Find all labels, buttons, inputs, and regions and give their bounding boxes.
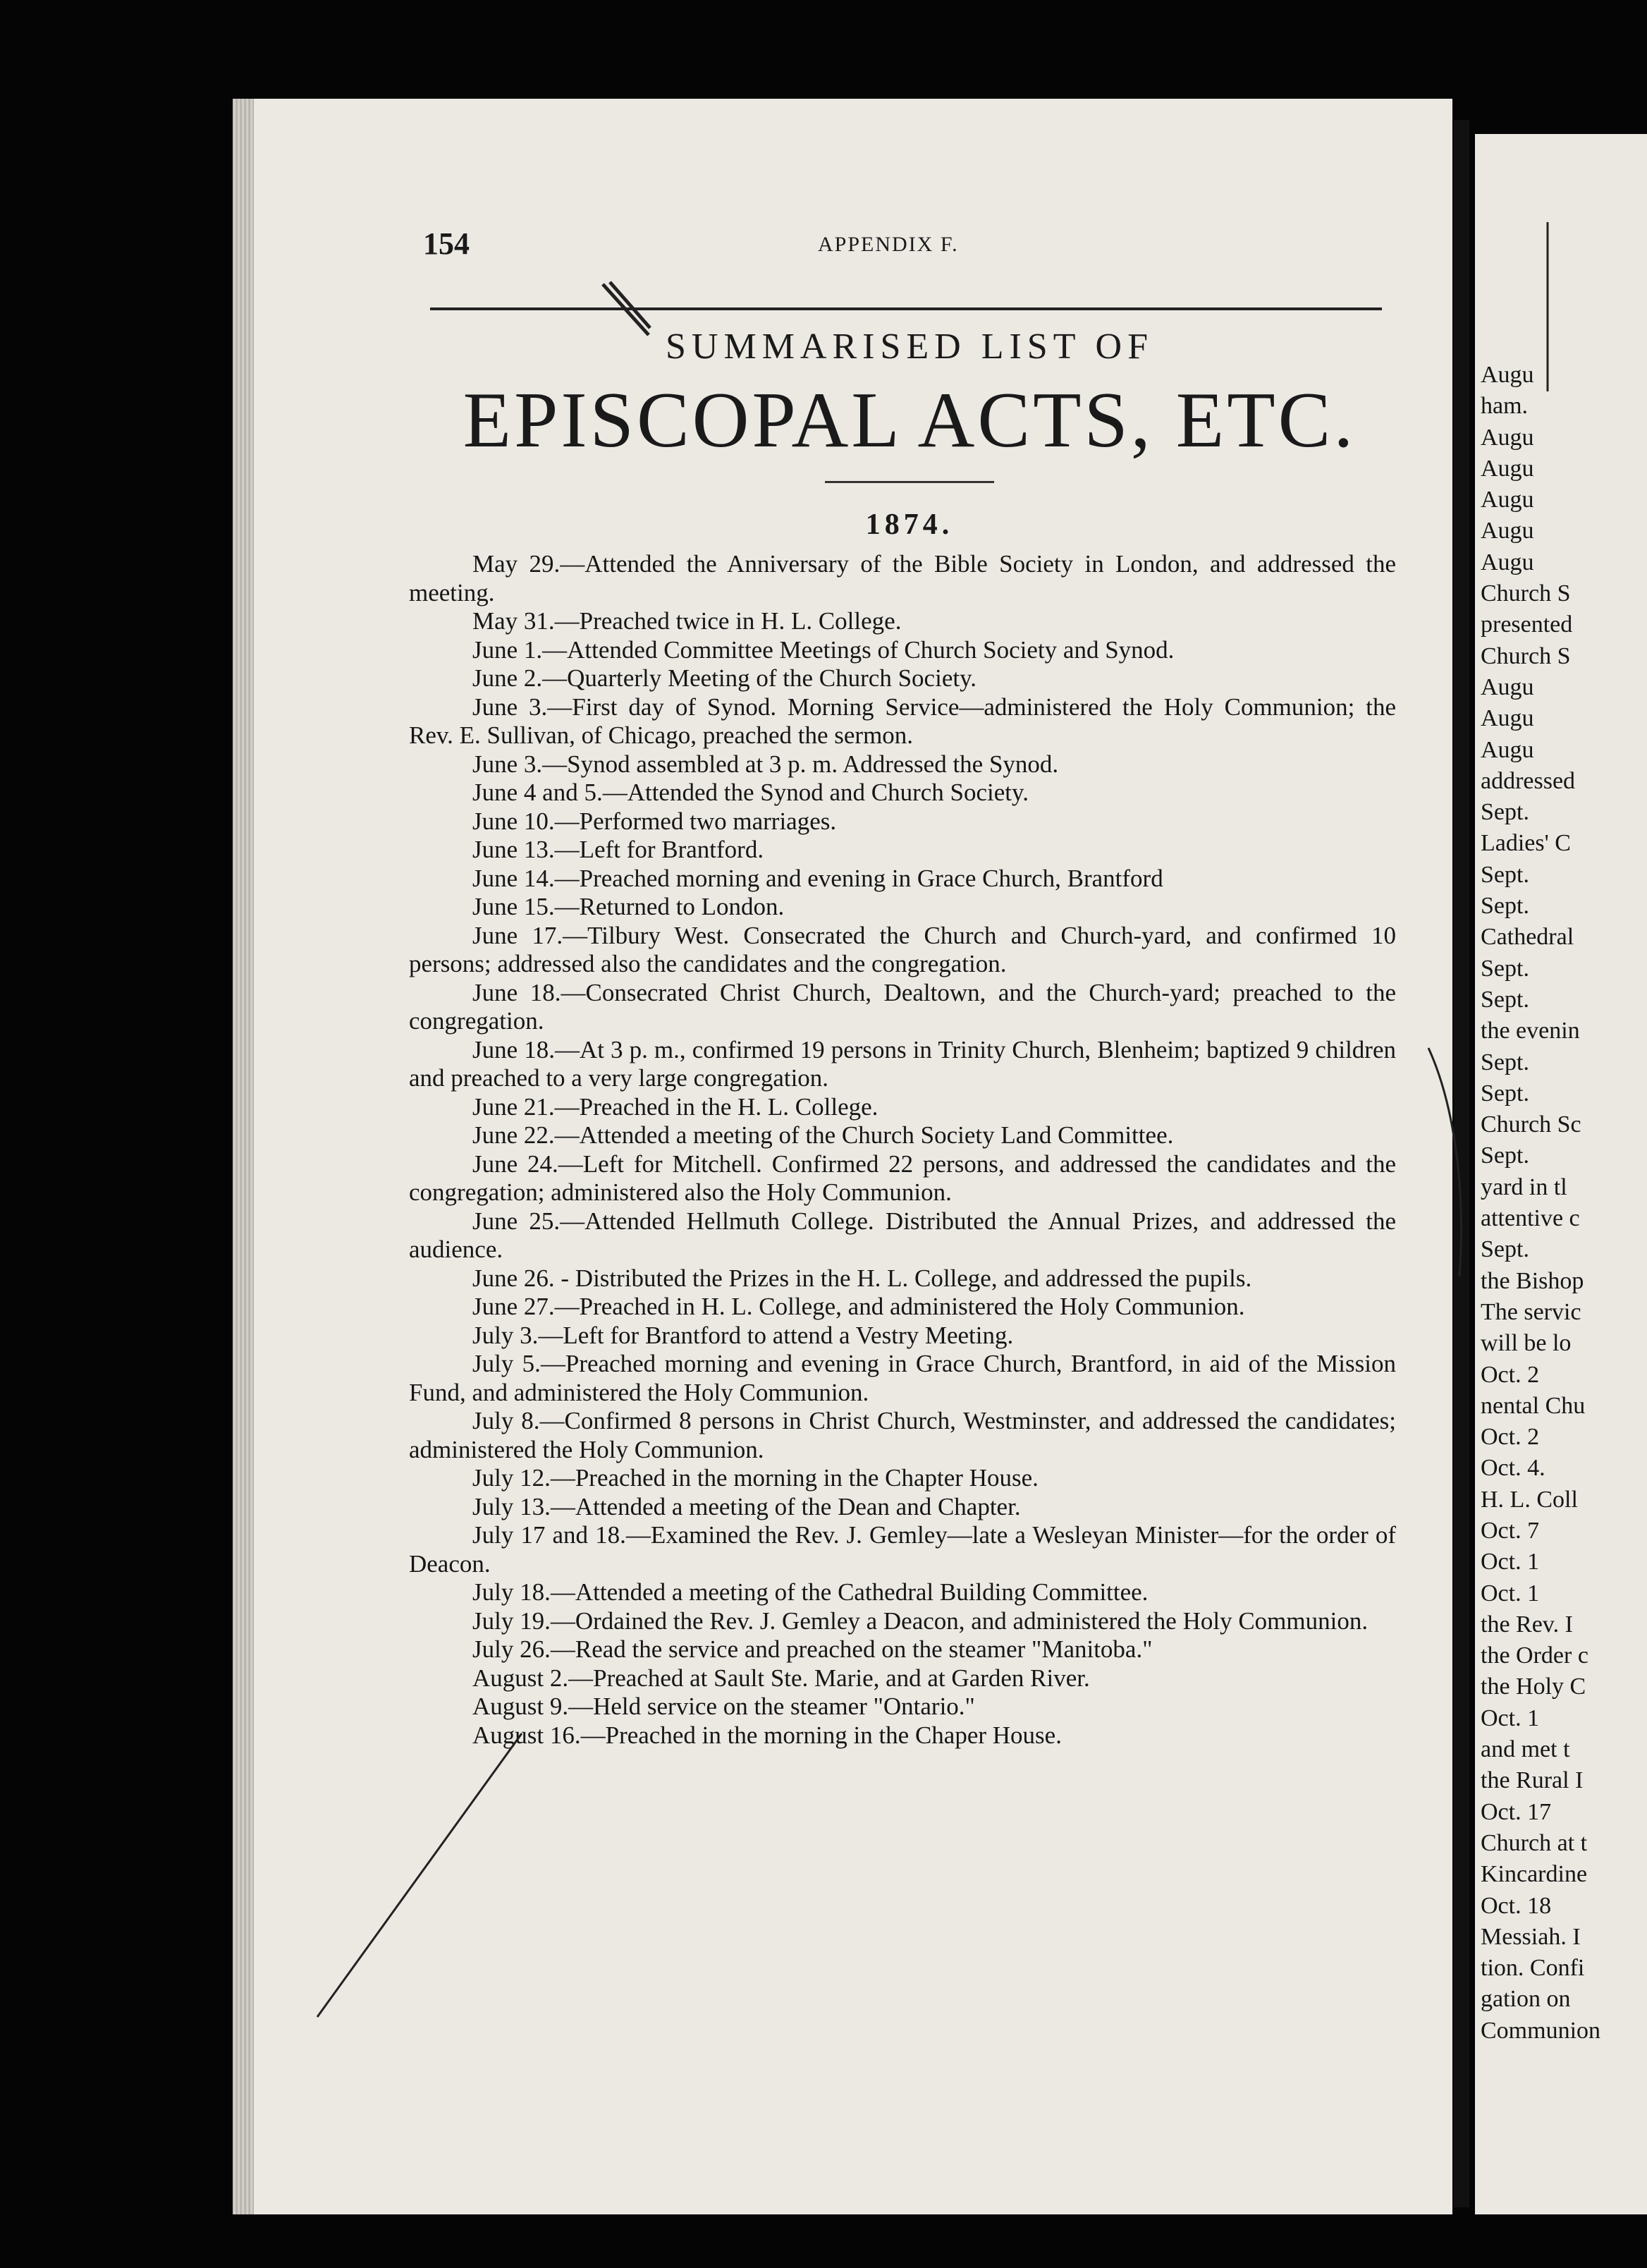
facing-page-line: Augu bbox=[1481, 518, 1534, 544]
entry: August 16.—Preached in the morning in the Chaper House. bbox=[472, 1721, 1062, 1749]
facing-page-line: ham. bbox=[1481, 393, 1529, 420]
facing-page-text bbox=[1481, 360, 1647, 2047]
entry: June 24.—Left for Mitchell. Confirmed 22 persons, and addressed the candidates and the congregation; administered also the Holy Communion. bbox=[409, 1150, 1396, 1206]
facing-page-line: Augu bbox=[1481, 736, 1534, 763]
entry: June 14.—Preached morning and evening in Grace Church, Brantford bbox=[472, 864, 1163, 892]
entry: June 21.—Preached in the H. L. College. bbox=[472, 1092, 878, 1121]
entry: May 29.—Attended the Anniversary of the Bible Society in London, and addressed the meeting. bbox=[409, 550, 1396, 606]
facing-page-line: Augu bbox=[1481, 549, 1534, 575]
facing-page-line: Oct. 4. bbox=[1481, 1455, 1545, 1482]
facing-page-line: the Rev. I bbox=[1481, 1611, 1573, 1638]
pencil-mark-right bbox=[1424, 1044, 1481, 1284]
facing-page-line: addressed bbox=[1481, 767, 1576, 794]
facing-page-line: Church S bbox=[1481, 580, 1571, 607]
page-header bbox=[423, 226, 1382, 268]
title-rule bbox=[825, 481, 994, 483]
entry: July 13.—Attended a meeting of the Dean and Chapter. bbox=[472, 1492, 1021, 1520]
facing-page-line: the Bishop bbox=[1481, 1267, 1584, 1294]
facing-page-line: the Rural I bbox=[1481, 1767, 1584, 1794]
entry: June 15.—Returned to London. bbox=[472, 893, 785, 920]
facing-page-line: Oct. 2 bbox=[1481, 1424, 1540, 1451]
facing-page-line: the Holy C bbox=[1481, 1673, 1586, 1700]
facing-page-line: Cathedral bbox=[1481, 924, 1574, 951]
entry: July 17 and 18.—Examined the Rev. J. Gemley—late a Wesleyan Minister—for the order of Deacon. bbox=[409, 1521, 1396, 1578]
facing-page-line: Church at t bbox=[1481, 1829, 1588, 1856]
entry: July 12.—Preached in the morning in the Chapter House. bbox=[472, 1464, 1039, 1492]
facing-page-line: The servic bbox=[1481, 1298, 1581, 1325]
entry: June 13.—Left for Brantford. bbox=[472, 836, 764, 863]
title-large: EPISCOPAL ACTS, ETC. bbox=[463, 377, 1357, 464]
entry: June 26. - Distributed the Prizes in the H. L. College, and addressed the pupils. bbox=[472, 1264, 1252, 1292]
facing-page-line: Sept. bbox=[1481, 1080, 1529, 1106]
facing-page-line: Augu bbox=[1481, 673, 1534, 700]
facing-page-line: Oct. 7 bbox=[1481, 1517, 1540, 1544]
facing-page-line: Sept. bbox=[1481, 1236, 1529, 1263]
facing-page-line: the evenin bbox=[1481, 1018, 1580, 1044]
facing-page-line: Sept. bbox=[1481, 955, 1529, 982]
facing-page-line: Sept. bbox=[1481, 861, 1529, 888]
facing-page-line: will be lo bbox=[1481, 1330, 1572, 1357]
facing-page-line: yard in tl bbox=[1481, 1173, 1567, 1200]
facing-page-line: Kincardine bbox=[1481, 1861, 1588, 1888]
entry: July 19.—Ordained the Rev. J. Gemley a Deacon, and administered the Holy Communion. bbox=[472, 1606, 1369, 1635]
running-head: APPENDIX F. bbox=[818, 233, 959, 256]
entry: June 2.—Quarterly Meeting of the Church Society. bbox=[472, 664, 977, 692]
facing-page-line: Oct. 18 bbox=[1481, 1892, 1552, 1919]
facing-page-line: Oct. 1 bbox=[1481, 1580, 1540, 1606]
facing-page-line: Sept. bbox=[1481, 1142, 1529, 1169]
facing-page-line: Augu bbox=[1481, 487, 1534, 513]
facing-page-line: tion. Confi bbox=[1481, 1955, 1585, 1982]
facing-page-line: Augu bbox=[1481, 362, 1534, 388]
entry: June 10.—Performed two marriages. bbox=[472, 807, 837, 835]
facing-page-line: H. L. Coll bbox=[1481, 1486, 1578, 1513]
entry: June 17.—Tilbury West. Consecrated the Church and Church-yard, and confirmed 10 persons; addressed also the candidates and the congregation. bbox=[409, 921, 1396, 977]
entry: June 3.—Synod assembled at 3 p. m. Addressed the Synod. bbox=[472, 750, 1059, 778]
entry: June 4 and 5.—Attended the Synod and Church Society. bbox=[472, 779, 1029, 806]
facing-page-line: gation on bbox=[1481, 1986, 1571, 2013]
entry: June 22.—Attended a meeting of the Church Society Land Committee. bbox=[472, 1121, 1174, 1149]
facing-page-line: attentive c bbox=[1481, 1205, 1580, 1232]
facing-page-line: Augu bbox=[1481, 705, 1534, 732]
facing-page-line: Sept. bbox=[1481, 986, 1529, 1013]
entry: July 26.—Read the service and preached on the steamer "Manitoba." bbox=[472, 1635, 1153, 1663]
entry: August 9.—Held service on the steamer "Ontario." bbox=[472, 1693, 975, 1720]
entry: July 5.—Preached morning and evening in Grace Church, Brantford, in aid of the Mission Fund, and administered the Holy Communion. bbox=[409, 1350, 1396, 1406]
entry: June 18.—At 3 p. m., confirmed 19 persons in Trinity Church, Blenheim; baptized 9 children and preached to a very large congregation. bbox=[409, 1035, 1396, 1092]
pencil-mark-right-top bbox=[1537, 219, 1558, 395]
page-number: 154 bbox=[423, 226, 470, 261]
facing-page-line: and met t bbox=[1481, 1736, 1570, 1763]
facing-page-line: Messiah. I bbox=[1481, 1923, 1581, 1950]
entry: June 27.—Preached in H. L. College, and administered the Holy Communion. bbox=[472, 1293, 1245, 1320]
entry: July 3.—Left for Brantford to attend a Vestry Meeting. bbox=[472, 1321, 1014, 1349]
entry: July 8.—Confirmed 8 persons in Christ Church, Westminster, and addressed the candidates; administered the Holy Communion. bbox=[409, 1407, 1396, 1463]
entry: July 18.—Attended a meeting of the Cathedral Building Committee. bbox=[472, 1578, 1149, 1606]
facing-page-line: Augu bbox=[1481, 424, 1534, 451]
facing-page-line: Communion bbox=[1481, 2017, 1601, 2044]
pencil-mark-margin bbox=[310, 1728, 536, 2024]
entry: August 2.—Preached at Sault Ste. Marie, and at Garden River. bbox=[472, 1664, 1090, 1692]
facing-page-line: presented bbox=[1481, 611, 1573, 638]
facing-page-line: Augu bbox=[1481, 455, 1534, 482]
facing-page-line: Sept. bbox=[1481, 1049, 1529, 1075]
facing-page-line: nental Chu bbox=[1481, 1392, 1586, 1419]
facing-page-line: Church S bbox=[1481, 642, 1571, 669]
entry: June 1.—Attended Committee Meetings of Church Society and Synod. bbox=[472, 635, 1175, 664]
facing-page-line: Church Sc bbox=[1481, 1111, 1581, 1138]
facing-page-line: Ladies' C bbox=[1481, 830, 1571, 857]
entries-list bbox=[409, 550, 1396, 1750]
facing-page-line: Sept. bbox=[1481, 799, 1529, 826]
facing-page-line: Oct. 1 bbox=[1481, 1549, 1540, 1575]
title-small: SUMMARISED LIST OF bbox=[665, 327, 1154, 367]
header-rule bbox=[430, 307, 1382, 310]
facing-page-line: Oct. 2 bbox=[1481, 1361, 1540, 1388]
entry: June 3.—First day of Synod. Morning Service—administered the Holy Communion; the Rev. E. Sullivan, of Chicago, preached the sermon. bbox=[409, 693, 1396, 749]
facing-page-line: the Order c bbox=[1481, 1642, 1588, 1669]
year-heading: 1874. bbox=[865, 508, 954, 541]
entry: June 25.—Attended Hellmuth College. Distributed the Annual Prizes, and addressed the audience. bbox=[409, 1207, 1396, 1263]
facing-page-line: Oct. 17 bbox=[1481, 1798, 1552, 1825]
entry: May 31.—Preached twice in H. L. College. bbox=[472, 607, 902, 635]
facing-page-line: Sept. bbox=[1481, 893, 1529, 920]
facing-page-line: Oct. 1 bbox=[1481, 1705, 1540, 1731]
pencil-mark-title bbox=[599, 279, 656, 342]
entry: June 18.—Consecrated Christ Church, Dealtown, and the Church-yard; preached to the congregation. bbox=[409, 978, 1396, 1035]
